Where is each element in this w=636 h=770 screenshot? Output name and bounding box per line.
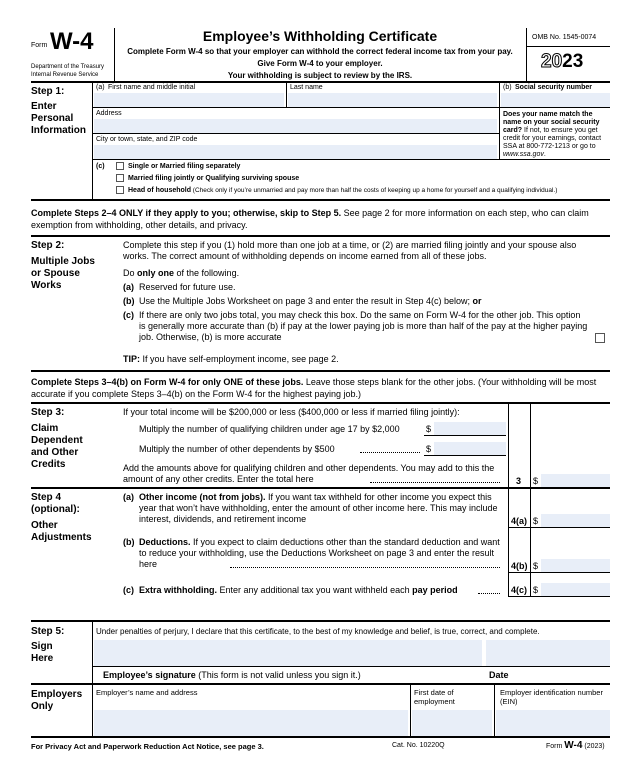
form-title: Employee’s Withholding Certificate [202, 28, 438, 44]
address-input[interactable] [94, 119, 497, 133]
step1-title: Step 1: [31, 86, 65, 97]
step2-b-letter: (b) [123, 296, 135, 306]
step4-b-leader [230, 567, 500, 568]
omb-number: OMB No. 1545-0074 [532, 34, 597, 41]
step3-lineno-divider [530, 403, 531, 487]
sig-bold: Employee’s signature [103, 670, 196, 680]
step4-a-text [139, 492, 503, 525]
qualifying-children-input[interactable] [434, 422, 506, 435]
header-divider-right [526, 28, 527, 82]
dept-line-2: Internal Revenue Service [31, 72, 99, 78]
ein-input[interactable] [496, 710, 610, 736]
step4-title: Step 4 (optional): [31, 492, 80, 515]
name-divider [286, 82, 287, 107]
hoh-note: (Check only if you’re unmarried and pay more than half the costs of keeping up a home for yourself and a qualifying individual.) [191, 187, 558, 194]
year-prefix: 20 [541, 51, 563, 72]
other-dependents-input[interactable] [434, 442, 506, 455]
4c-rule [508, 596, 610, 597]
other-income-input[interactable] [541, 514, 610, 527]
married-jointly-label: Married filing jointly or Qualifying surviving spouse [128, 175, 300, 182]
ssn-divider [499, 82, 500, 107]
two-jobs-checkbox[interactable] [595, 333, 605, 343]
omb-divider [526, 46, 610, 47]
employer-name-label: Employer’s name and address [96, 688, 198, 697]
header-bottom-rule [31, 81, 610, 83]
form-subtitle-2: Give Form W-4 to your employer. [257, 59, 383, 68]
step5-label: Sign Here [31, 641, 54, 664]
employer-date-divider [410, 684, 411, 737]
step4-label: Other Adjustments [31, 520, 92, 543]
step1-a-letter: (a) [96, 84, 105, 91]
step4-bottom-rule [31, 620, 610, 622]
complete-2-4-rule [31, 235, 610, 237]
ssn-label: Social security number [515, 84, 593, 91]
employers-bottom-rule [31, 736, 610, 738]
step2-tip [123, 354, 339, 365]
ssn-input[interactable] [501, 93, 610, 107]
first-name-input[interactable] [94, 93, 284, 107]
city-input[interactable] [94, 145, 497, 159]
step4-c-dollar: $ [533, 585, 539, 595]
step1-b-letter: (b) [503, 84, 512, 91]
do-bold: only one [137, 268, 175, 278]
footer-cat: Cat. No. 10220Q [392, 742, 445, 749]
dept-line-1: Department of the Treasury [31, 64, 105, 70]
employer-name-input[interactable] [94, 710, 408, 736]
city-label: City or town, state, and ZIP code [96, 136, 198, 143]
step1-row-rule-3 [92, 159, 610, 160]
step4-c-text [139, 585, 458, 596]
employers-title: Employers Only [31, 689, 83, 712]
step1-bottom-rule [31, 199, 610, 201]
form-subtitle-3: Your withholding is subject to review by the IRS. [227, 71, 413, 80]
year-suffix: 23 [562, 51, 584, 72]
step1-label: Enter Personal Information [31, 101, 86, 136]
signature-rule [92, 666, 610, 667]
step3-intro: If your total income will be $200,000 or less ($400,000 or less if married filing jointly): [123, 407, 460, 417]
step3-line1: Multiply the number of qualifying children under age 17 by $2,000 [139, 424, 400, 434]
step3-line2: Multiply the number of other dependents by $500 [139, 444, 335, 454]
complete-2-4-text: See page 2 for more information on each step, who can claim exemption from withholding, other details, and privacy. [31, 208, 589, 230]
form-label: Form [31, 42, 48, 49]
step2-c-letter: (c) [123, 310, 134, 320]
ssn-note-text: If not, to ensure you get credit for your earnings, contact SSA at 800-772-1213 or go to [503, 127, 602, 150]
footer-form-number: W-4 [564, 740, 583, 751]
footer-privacy: For Privacy Act and Paperwork Reduction Act Notice, see page 3. [31, 742, 264, 751]
head-of-household-label [128, 187, 557, 195]
step4-c-letter: (c) [123, 585, 134, 595]
4a-rule [508, 527, 610, 528]
line2-rule [424, 455, 506, 456]
step3-line-number: 3 [516, 476, 522, 486]
step4-b-text [139, 537, 503, 570]
b-or: or [472, 296, 482, 306]
step1-c-letter: (c) [96, 163, 105, 170]
4b-rule [508, 572, 610, 573]
step1-divider [92, 82, 93, 199]
step3-total-input[interactable] [541, 474, 610, 487]
a-bold: Other income (not from jobs). [139, 492, 266, 502]
last-name-input[interactable] [288, 93, 497, 107]
a-text: If you want tax withheld for other income you expect this year that won’t have withholding, enter the amount of other income here. This may include interest, dividends, and retirement income [139, 492, 498, 524]
single-label: Single or Married filing separately [128, 163, 241, 170]
complete-3-4-note [31, 376, 610, 400]
step3-add-leader [370, 482, 500, 483]
married-jointly-checkbox[interactable] [116, 174, 124, 182]
complete-2-4-note [31, 207, 610, 231]
form-subtitle-1: Complete Form W-4 so that your employer can withhold the correct federal income tax from your pay. [127, 47, 513, 56]
employers-divider [92, 684, 93, 737]
date-input[interactable] [486, 640, 610, 666]
last-name-label: Last name [290, 84, 323, 91]
step5-title: Step 5: [31, 626, 65, 637]
step3-line1-dollar: $ [426, 424, 432, 434]
do-post: of the following. [174, 268, 240, 278]
step4-a-dollar: $ [533, 516, 539, 526]
step4-b-dollar: $ [533, 561, 539, 571]
footer-form [546, 740, 605, 752]
step3-line2-dollar: $ [426, 444, 432, 454]
footer-form-label: Form [546, 743, 563, 750]
step3-line2-leader [360, 452, 420, 453]
ein-label: Employer identification number (EIN) [500, 688, 603, 706]
step4-a-letter: (a) [123, 492, 134, 502]
ssn-note-end: . [543, 151, 546, 158]
step2-do-one [123, 268, 239, 279]
step5-bottom-rule [31, 683, 610, 685]
step4-c-leader [478, 593, 500, 594]
head-of-household-checkbox[interactable] [116, 186, 124, 194]
date-label: Date [489, 670, 509, 680]
employer-ein-divider [494, 684, 495, 737]
signature-input[interactable] [94, 640, 482, 666]
complete-3-4-text: Leave those steps blank for the other jobs. (Your withholding will be most accurate if you complete Steps 3–4(b) on the Form W-4 for the highest paying job.) [31, 377, 597, 399]
form-number: W-4 [50, 28, 94, 55]
perjury-statement: Under penalties of perjury, I declare that this certificate, to the best of my knowledge and belief, is true, correct, and complete. [96, 627, 540, 636]
single-checkbox[interactable] [116, 162, 124, 170]
step2-title: Step 2: [31, 240, 65, 251]
step3-amount-divider [508, 403, 509, 487]
tip-bold: TIP: [123, 354, 140, 364]
tip-text: If you have self-employment income, see page 2. [140, 354, 339, 364]
c-text: Enter any additional tax you want withheld each [217, 585, 413, 595]
step3-title: Step 3: [31, 407, 65, 418]
step3-total-dollar: $ [533, 476, 539, 486]
hoh-bold: Head of household [128, 187, 191, 194]
step1-row-rule-1 [92, 107, 610, 108]
signature-label [103, 670, 361, 681]
complete-2-4-bold: Complete Steps 2–4 ONLY if they apply to you; otherwise, skip to Step 5. [31, 208, 342, 218]
b-text-4: If you expect to claim deductions other than the standard deduction and want to reduce your withholding, use the Deductions Worksheet on page 3 and enter the result here [139, 537, 500, 569]
ssn-note-divider [499, 107, 500, 159]
footer-year: (2023) [584, 743, 605, 750]
step2-b-text [139, 296, 482, 307]
step2-intro: Complete this step if you (1) hold more than one job at a time, or (2) are married filing jointly and your spouse also works. The correct amount of withholding depends on income earned from all of these jobs. [123, 240, 577, 261]
ssa-link[interactable]: www.ssa.gov [503, 151, 544, 158]
step2-c-text: If there are only two jobs total, you may check this box. Do the same on Form W-4 for the other job. This option is generally more accurate than (b) if pay at the lower paying job is more than half of the pay at the higher paying job. Otherwise, (b) is more accurate [139, 310, 588, 342]
first-name-label: First name and middle initial [108, 84, 196, 91]
step4-lineno-divider [530, 488, 531, 596]
step2-bottom-rule [31, 370, 610, 372]
sig-note: (This form is not valid unless you sign it.) [195, 670, 361, 680]
ssn-note-bold: Does your name match the name on your social security card? [503, 111, 600, 134]
line1-rule [424, 435, 506, 436]
b-text: Use the Multiple Jobs Worksheet on page 3 and enter the result in Step 4(c) below; [139, 296, 473, 306]
step3-bottom-rule [31, 487, 610, 489]
step3-add-text: Add the amounts above for qualifying children and other dependents. You may add to this the amount of any other credits. Enter the total here [123, 463, 495, 484]
step3-label: Claim Dependent and Other Credits [31, 423, 83, 470]
extra-withholding-input[interactable] [541, 583, 610, 596]
ssn-note [503, 111, 609, 159]
complete-3-4-bold: Complete Steps 3–4(b) on Form W-4 for only ONE of these jobs. [31, 377, 304, 387]
step4-c-number: 4(c) [511, 585, 528, 595]
c-bold2: pay period [412, 585, 458, 595]
do-pre: Do [123, 268, 138, 278]
step2-label: Multiple Jobs or Spouse Works [31, 256, 95, 291]
step1-row-rule-2 [92, 133, 499, 134]
deductions-input[interactable] [541, 559, 610, 572]
step4-b-letter: (b) [123, 537, 135, 547]
first-date-input[interactable] [412, 710, 492, 736]
c-bold: Extra withholding. [139, 585, 217, 595]
address-label: Address [96, 110, 122, 117]
step4-a-number: 4(a) [511, 516, 528, 526]
step4-amount-divider [508, 488, 509, 596]
complete-3-4-rule [31, 402, 610, 404]
step2-a-text: Reserved for future use. [139, 282, 236, 292]
step5-divider [92, 621, 93, 683]
step4-b-number: 4(b) [511, 561, 528, 571]
form-year [541, 51, 583, 74]
first-date-label: First date of employment [414, 688, 455, 706]
step2-a-letter: (a) [123, 282, 134, 292]
b-bold: Deductions. [139, 537, 191, 547]
